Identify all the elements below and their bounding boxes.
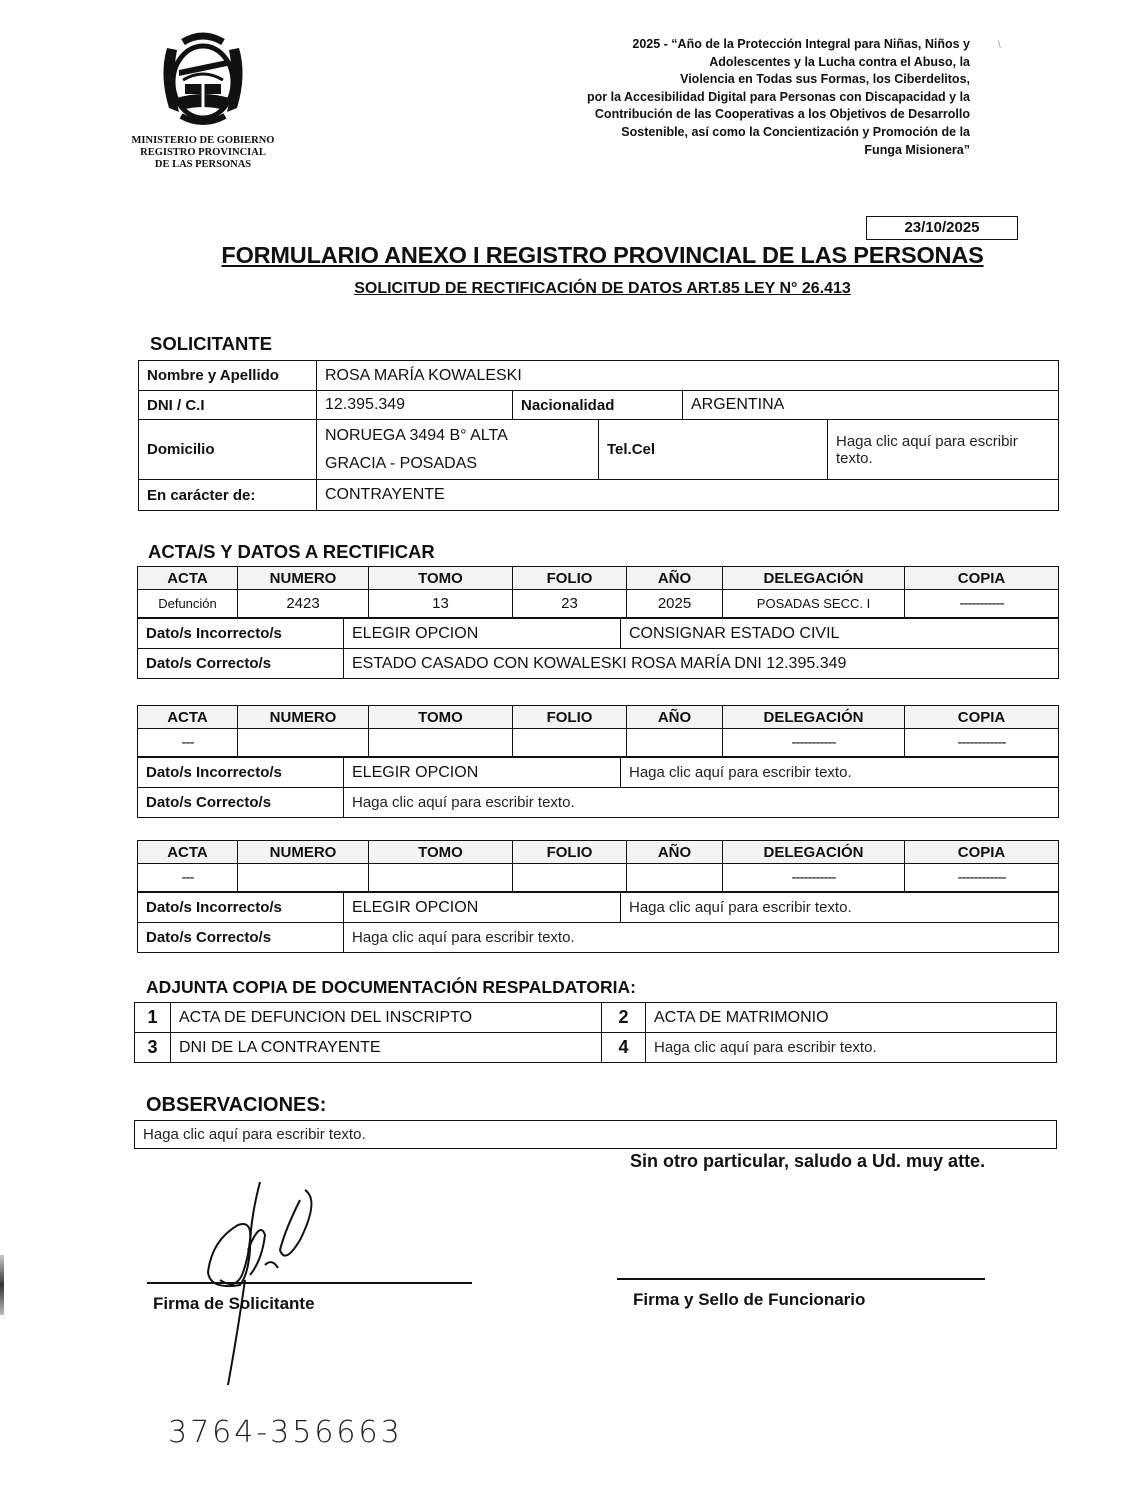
copia-field[interactable]: ------------ xyxy=(905,864,1059,892)
caracter-label: En carácter de: xyxy=(139,480,317,511)
folio-field[interactable]: 23 xyxy=(513,590,627,618)
datos-table-3 xyxy=(137,892,1059,953)
tomo-field[interactable] xyxy=(369,864,513,892)
documentacion-heading: ADJUNTA COPIA DE DOCUMENTACIÓN RESPALDATORIA: xyxy=(146,977,636,997)
correct-text-field[interactable]: ESTADO CASADO CON KOWALESKI ROSA MARÍA DNI 12.395.349 xyxy=(344,649,1059,679)
doc-number-4: 4 xyxy=(602,1033,646,1063)
incorrect-option-dropdown[interactable]: ELEGIR OPCION xyxy=(344,619,621,649)
acta-table-3 xyxy=(137,840,1059,892)
delegacion-field[interactable]: ----------- xyxy=(723,864,905,892)
col-tomo: TOMO xyxy=(369,567,513,590)
incorrect-option-dropdown[interactable]: ELEGIR OPCION xyxy=(344,758,621,788)
scan-edge-mark xyxy=(0,1255,4,1315)
col-delegacion: DELEGACIÓN xyxy=(723,841,905,864)
acta-type-field[interactable]: --- xyxy=(138,729,238,757)
col-numero: NUMERO xyxy=(238,567,369,590)
col-copia: COPIA xyxy=(905,706,1059,729)
folio-field[interactable] xyxy=(513,864,627,892)
observaciones-heading: OBSERVACIONES: xyxy=(146,1094,327,1116)
actas-heading: ACTA/S Y DATOS A RECTIFICAR xyxy=(148,541,435,562)
telcel-field[interactable]: Haga clic aquí para escribir texto. xyxy=(828,420,1059,480)
signature-scribble-icon xyxy=(190,1180,330,1390)
acta-type-field[interactable]: --- xyxy=(138,864,238,892)
numero-field[interactable]: 2423 xyxy=(238,590,369,618)
col-anio: AÑO xyxy=(627,841,723,864)
year-motto: 2025 - “Año de la Protección Integral para Niñas, Niños y Adolescentes y la Lucha contra el Abuso, la Violencia en Todas sus Formas, los Ciberdelitos, por la Accesibilidad Digital para Personas con Discapacidad y la Contribución de las Cooperativas a los Objetivos de Desarrollo Sostenible, así como la Concientización y Promoción de la Funga Misionera” xyxy=(586,37,970,157)
doc-field-4[interactable]: Haga clic aquí para escribir texto. xyxy=(646,1033,1057,1063)
col-anio: AÑO xyxy=(627,567,723,590)
closing-text: Sin otro particular, saludo a Ud. muy atte. xyxy=(630,1151,986,1171)
col-delegacion: DELEGACIÓN xyxy=(723,567,905,590)
datos-table-1 xyxy=(137,618,1059,679)
acta-block-2 xyxy=(137,705,1059,818)
doc-number-2: 2 xyxy=(602,1003,646,1033)
col-acta: ACTA xyxy=(138,706,238,729)
correct-text-field[interactable]: Haga clic aquí para escribir texto. xyxy=(344,788,1059,818)
nombre-label: Nombre y Apellido xyxy=(139,361,317,391)
acta-block-1 xyxy=(137,566,1059,679)
dni-label: DNI / C.I xyxy=(139,391,317,420)
funcionario-signature-label: Firma y Sello de Funcionario xyxy=(633,1290,866,1309)
col-numero: NUMERO xyxy=(238,841,369,864)
copia-field[interactable]: ------------ xyxy=(905,729,1059,757)
doc-number-1: 1 xyxy=(135,1003,171,1033)
correct-text-field[interactable]: Haga clic aquí para escribir texto. xyxy=(344,923,1059,953)
page-subtitle: SOLICITUD DE RECTIFICACIÓN DE DATOS ART.85 LEY N° 26.413 xyxy=(354,280,851,297)
ministry-name: MINISTERIO DE GOBIERNO REGISTRO PROVINCIAL DE LAS PERSONAS xyxy=(131,135,275,170)
col-copia: COPIA xyxy=(905,841,1059,864)
incorrect-text-field[interactable]: CONSIGNAR ESTADO CIVIL xyxy=(621,619,1059,649)
doc-field-3[interactable]: DNI DE LA CONTRAYENTE xyxy=(171,1033,602,1063)
doc-field-1[interactable]: ACTA DE DEFUNCION DEL INSCRIPTO xyxy=(171,1003,602,1033)
col-folio: FOLIO xyxy=(513,567,627,590)
col-tomo: TOMO xyxy=(369,841,513,864)
folio-field[interactable] xyxy=(513,729,627,757)
delegacion-field[interactable]: POSADAS SECC. I xyxy=(723,590,905,618)
anio-field[interactable]: 2025 xyxy=(627,590,723,618)
acta-block-3 xyxy=(137,840,1059,953)
correct-label: Dato/s Correcto/s xyxy=(138,923,344,953)
nacionalidad-field[interactable]: ARGENTINA xyxy=(683,391,1059,420)
incorrect-text-field[interactable]: Haga clic aquí para escribir texto. xyxy=(621,758,1059,788)
solicitante-signature-label: Firma de Solicitante xyxy=(153,1294,315,1313)
observaciones-field[interactable]: Haga clic aquí para escribir texto. xyxy=(135,1121,1057,1149)
datos-table-2 xyxy=(137,757,1059,818)
copia-field[interactable]: ----------- xyxy=(905,590,1059,618)
col-copia: COPIA xyxy=(905,567,1059,590)
col-numero: NUMERO xyxy=(238,706,369,729)
ministry-header xyxy=(118,30,288,171)
incorrect-option-dropdown[interactable]: ELEGIR OPCION xyxy=(344,893,621,923)
incorrect-label: Dato/s Incorrecto/s xyxy=(138,893,344,923)
documentacion-table xyxy=(134,1002,1057,1063)
funcionario-signature-line xyxy=(617,1278,985,1280)
acta-type-field[interactable]: Defunción xyxy=(138,590,238,618)
scan-mark: \ xyxy=(998,40,1001,51)
solicitante-signature-line xyxy=(147,1282,472,1284)
date-field[interactable]: 23/10/2025 xyxy=(866,216,1018,240)
delegacion-field[interactable]: ----------- xyxy=(723,729,905,757)
telcel-label: Tel.Cel xyxy=(599,420,828,480)
solicitante-heading: SOLICITANTE xyxy=(150,333,272,354)
acta-table-2 xyxy=(137,705,1059,757)
col-anio: AÑO xyxy=(627,706,723,729)
caracter-field[interactable]: CONTRAYENTE xyxy=(317,480,1059,511)
doc-field-2[interactable]: ACTA DE MATRIMONIO xyxy=(646,1003,1057,1033)
col-acta: ACTA xyxy=(138,567,238,590)
tomo-field[interactable]: 13 xyxy=(369,590,513,618)
nacionalidad-label: Nacionalidad xyxy=(513,391,683,420)
domicilio-field[interactable]: NORUEGA 3494 B° ALTA GRACIA - POSADAS xyxy=(317,420,599,480)
correct-label: Dato/s Correcto/s xyxy=(138,788,344,818)
handwritten-phone-number: 3764-356663 xyxy=(168,1415,403,1450)
incorrect-text-field[interactable]: Haga clic aquí para escribir texto. xyxy=(621,893,1059,923)
doc-number-3: 3 xyxy=(135,1033,171,1063)
numero-field[interactable] xyxy=(238,729,369,757)
col-tomo: TOMO xyxy=(369,706,513,729)
solicitante-table xyxy=(138,360,1059,511)
nombre-field[interactable]: ROSA MARÍA KOWALESKI xyxy=(317,361,1059,391)
incorrect-label: Dato/s Incorrecto/s xyxy=(138,619,344,649)
col-acta: ACTA xyxy=(138,841,238,864)
observaciones-table xyxy=(134,1120,1057,1149)
anio-field[interactable] xyxy=(627,729,723,757)
col-delegacion: DELEGACIÓN xyxy=(723,706,905,729)
tomo-field[interactable] xyxy=(369,729,513,757)
col-folio: FOLIO xyxy=(513,706,627,729)
provincial-emblem-icon xyxy=(153,30,253,130)
page-title: FORMULARIO ANEXO I REGISTRO PROVINCIAL DE LAS PERSONAS xyxy=(221,242,984,268)
incorrect-label: Dato/s Incorrecto/s xyxy=(138,758,344,788)
col-folio: FOLIO xyxy=(513,841,627,864)
numero-field[interactable] xyxy=(238,864,369,892)
acta-table-1 xyxy=(137,566,1059,618)
dni-field[interactable]: 12.395.349 xyxy=(317,391,513,420)
domicilio-label: Domicilio xyxy=(139,420,317,480)
correct-label: Dato/s Correcto/s xyxy=(138,649,344,679)
anio-field[interactable] xyxy=(627,864,723,892)
